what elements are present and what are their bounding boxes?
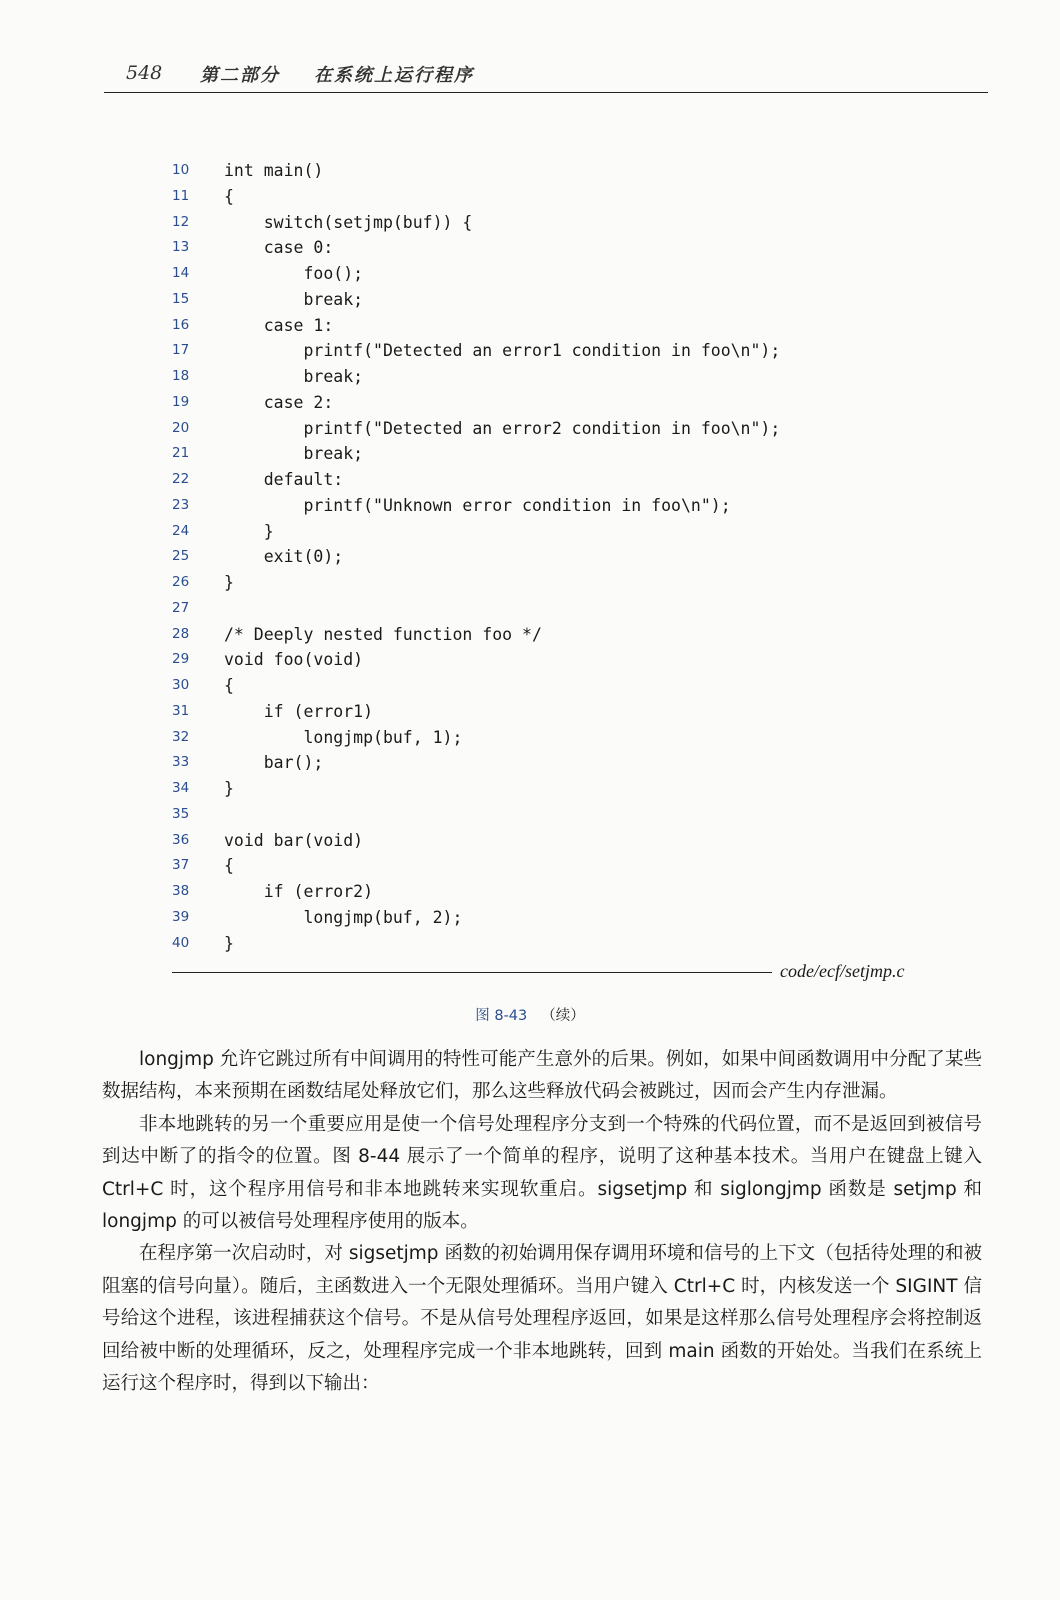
code-line bbox=[172, 390, 972, 416]
code-line bbox=[172, 441, 972, 467]
line-number: 40 bbox=[172, 934, 190, 951]
code-text: printf("Detected an error2 condition in foo\n"); bbox=[224, 418, 781, 438]
code-line bbox=[172, 313, 972, 339]
code-text: bar(); bbox=[224, 753, 324, 773]
line-number: 28 bbox=[172, 625, 190, 642]
code-text: if (error2) bbox=[224, 882, 374, 901]
figure-caption bbox=[0, 1004, 1060, 1025]
code-line bbox=[172, 776, 972, 802]
code-line bbox=[172, 235, 972, 261]
code-filename: code/ecf/setjmp.c bbox=[780, 961, 905, 981]
line-number: 25 bbox=[172, 548, 190, 565]
part-title: 在系统上运行程序 bbox=[314, 65, 474, 86]
line-number: 13 bbox=[172, 239, 190, 256]
line-number: 32 bbox=[172, 728, 190, 745]
line-number: 35 bbox=[172, 805, 190, 822]
code-line bbox=[172, 802, 972, 828]
code-line bbox=[172, 210, 972, 236]
code-line bbox=[172, 364, 972, 390]
line-number: 34 bbox=[172, 780, 190, 796]
paragraph: longjmp 允许它跳过所有中间调用的特性可能产生意外的后果。例如，如果中间函数调用中分配了某些数据结构，本来预期在函数结尾处释放它们，那么这些释放代码会被跳过，因而会产生内存泄漏。 bbox=[102, 1049, 982, 1103]
code-line bbox=[172, 673, 972, 699]
line-number: 29 bbox=[172, 651, 190, 668]
page-header bbox=[104, 58, 988, 93]
line-number: 37 bbox=[172, 857, 190, 874]
code-text: exit(0); bbox=[224, 547, 344, 567]
code-text: case 2: bbox=[224, 392, 334, 412]
line-number: 12 bbox=[172, 213, 190, 230]
code-text: break; bbox=[224, 444, 364, 464]
code-text: case 1: bbox=[224, 315, 334, 335]
code-line bbox=[172, 828, 972, 854]
line-number: 14 bbox=[172, 265, 190, 281]
line-number: 26 bbox=[172, 574, 190, 590]
code-text: } bbox=[224, 779, 234, 798]
line-number: 38 bbox=[172, 883, 190, 899]
code-line bbox=[172, 570, 972, 596]
code-rule bbox=[172, 972, 772, 973]
line-number: 27 bbox=[172, 599, 190, 616]
code-line bbox=[172, 699, 972, 725]
line-number: 17 bbox=[172, 342, 190, 359]
code-text: } bbox=[224, 521, 274, 541]
line-number: 10 bbox=[172, 162, 190, 178]
line-number: 16 bbox=[172, 316, 190, 333]
code-line bbox=[172, 596, 972, 622]
paragraph: 非本地跳转的另一个重要应用是使一个信号处理程序分支到一个特殊的代码位置，而不是返回到被信号到达中断了的指令的位置。图 8-44 展示了一个简单的程序，说明了这种基本技术。当用户在键盘上键入 Ctrl+C 时，这个程序用信号和非本地跳转来实现软重启。sigsetjmp 和 siglongjmp 函数是 setjmp 和 longjmp 的可以被信号处理程序使用的版本。 bbox=[102, 1113, 982, 1233]
code-line bbox=[172, 416, 972, 442]
code-line bbox=[172, 931, 972, 957]
code-line bbox=[172, 261, 972, 287]
code-text: /* Deeply nested function foo */ bbox=[224, 624, 542, 644]
code-text: } bbox=[224, 933, 234, 953]
code-text: int main() bbox=[224, 161, 324, 180]
code-text: } bbox=[224, 573, 234, 592]
code-line bbox=[172, 519, 972, 545]
code-line bbox=[172, 338, 972, 364]
line-number: 24 bbox=[172, 522, 190, 539]
code-line bbox=[172, 158, 972, 184]
code-text: { bbox=[224, 856, 234, 876]
figure-continued: （续） bbox=[541, 1008, 585, 1024]
code-line bbox=[172, 750, 972, 776]
code-line bbox=[172, 905, 972, 931]
line-number: 22 bbox=[172, 471, 190, 487]
line-number: 30 bbox=[172, 677, 190, 693]
code-text: void bar(void) bbox=[224, 830, 364, 850]
code-text: break; bbox=[224, 367, 364, 386]
paragraph: 在程序第一次启动时，对 sigsetjmp 函数的初始调用保存调用环境和信号的上下文（包括待处理的和被阻塞的信号向量）。随后，主函数进入一个无限处理循环。当用户键入 Ctrl+C 时，内核发送一个 SIGINT 信号给这个进程，该进程捕获这个信号。不是从信号处理程序返回，如果是这样那么信号处理程序会将控制返回给被中断的处理循环，反之，处理程序完成一个非本地跳转，回到 main 函数的开始处。当我们在系统上运行这个程序时，得到以下输出： bbox=[102, 1243, 982, 1395]
code-text: case 0: bbox=[224, 238, 334, 258]
line-number: 21 bbox=[172, 445, 190, 462]
body-text bbox=[102, 1044, 982, 1400]
line-number: 18 bbox=[172, 368, 190, 384]
code-text: default: bbox=[224, 470, 344, 489]
code-line bbox=[172, 879, 972, 905]
line-number: 31 bbox=[172, 702, 190, 719]
code-text: printf("Detected an error1 condition in foo\n"); bbox=[224, 341, 781, 361]
line-number: 20 bbox=[172, 419, 190, 436]
code-line bbox=[172, 467, 972, 493]
code-text: { bbox=[224, 676, 234, 695]
line-number: 39 bbox=[172, 908, 190, 925]
code-line bbox=[172, 493, 972, 519]
line-number: 33 bbox=[172, 754, 190, 771]
code-line bbox=[172, 544, 972, 570]
code-text: longjmp(buf, 1); bbox=[224, 727, 463, 747]
code-line bbox=[172, 647, 972, 673]
code-line bbox=[172, 853, 972, 879]
line-number: 11 bbox=[172, 187, 190, 204]
code-listing bbox=[172, 158, 972, 956]
line-number: 23 bbox=[172, 496, 190, 513]
line-number: 19 bbox=[172, 393, 190, 410]
code-line bbox=[172, 184, 972, 210]
code-text: if (error1) bbox=[224, 701, 374, 721]
figure-number: 图 8-43 bbox=[475, 1008, 528, 1024]
page-number: 548 bbox=[126, 62, 163, 84]
code-text: printf("Unknown error condition in foo\n"); bbox=[224, 495, 731, 515]
code-text: switch(setjmp(buf)) { bbox=[224, 212, 473, 232]
part-label: 第二部分 bbox=[200, 65, 280, 86]
code-text: { bbox=[224, 186, 234, 206]
code-text: foo(); bbox=[224, 264, 364, 283]
code-text: longjmp(buf, 2); bbox=[224, 907, 463, 927]
code-line bbox=[172, 287, 972, 313]
code-line bbox=[172, 622, 972, 648]
code-text: break; bbox=[224, 289, 364, 309]
code-text: void foo(void) bbox=[224, 650, 364, 670]
line-number: 36 bbox=[172, 831, 190, 848]
code-line bbox=[172, 725, 972, 751]
line-number: 15 bbox=[172, 290, 190, 307]
